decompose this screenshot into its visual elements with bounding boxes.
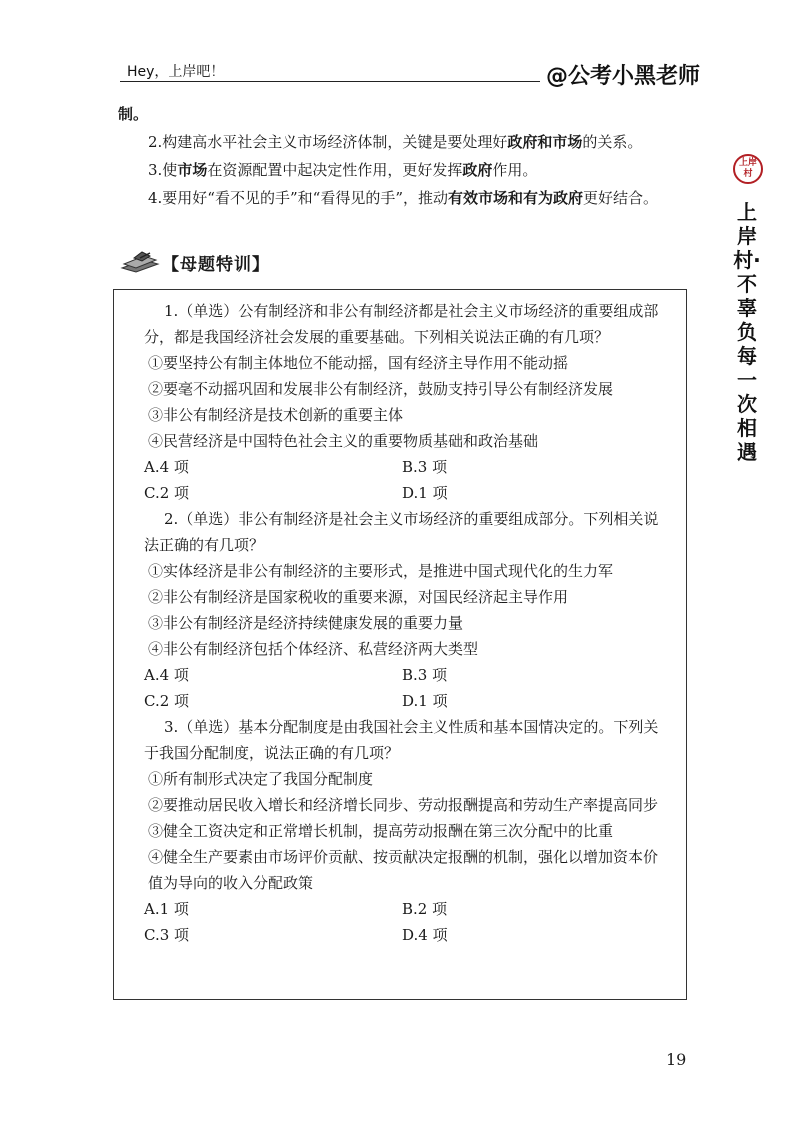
question-2	[144, 506, 668, 714]
statement: ③非公有制经济是技术创新的重要主体	[148, 406, 404, 424]
intro-point-3: 3.使市场在资源配置中起决定性作用，更好发挥政府作用。	[148, 161, 538, 179]
option-d: D.1 项	[402, 692, 448, 710]
option-d: D.4 项	[402, 926, 448, 944]
option-c: C.3 项	[144, 926, 190, 944]
option-c: C.2 项	[144, 692, 190, 710]
question-1	[144, 298, 668, 506]
header-rule	[120, 81, 540, 82]
statement: ①要坚持公有制主体地位不能动摇，国有经济主导作用不能动摇	[148, 354, 569, 372]
statement: ①所有制形式决定了我国分配制度	[148, 770, 374, 788]
statement: ④民营经济是中国特色社会主义的重要物质基础和政治基础	[148, 432, 539, 450]
statement: ②要推动居民收入增长和经济增长同步、劳动报酬提高和劳动生产率提高同步	[148, 796, 659, 814]
question-stem: 3.（单选）基本分配制度是由我国社会主义性质和基本国情决定的。下列关于我国分配制度，说法正确的有几项？	[144, 718, 659, 762]
option-b: B.2 项	[402, 900, 448, 918]
option-d: D.1 项	[402, 484, 448, 502]
options-row	[144, 896, 668, 922]
header-author: @公考小黑老师	[546, 64, 701, 89]
statement: ②非公有制经济是国家税收的重要来源，对国民经济起主导作用	[148, 588, 569, 606]
intro-point-2: 2.构建高水平社会主义市场经济体制，关键是要处理好政府和市场的关系。	[148, 133, 643, 151]
intro-line-1: 制。	[118, 105, 149, 123]
side-slogan: 上岸村·不辜负每一次相遇	[733, 200, 761, 464]
options-row	[144, 480, 668, 506]
section-title: 【母题特训】	[162, 254, 270, 275]
option-b: B.3 项	[402, 458, 448, 476]
side-seal: 上岸村	[733, 154, 763, 184]
options-row	[144, 662, 668, 688]
statement: ③健全工资决定和正常增长机制，提高劳动报酬在第三次分配中的比重	[148, 822, 614, 840]
option-c: C.2 项	[144, 484, 190, 502]
statement: ④非公有制经济包括个体经济、私营经济两大类型	[148, 640, 479, 658]
options-row	[144, 688, 668, 714]
question-stem: 2.（单选）非公有制经济是社会主义市场经济的重要组成部分。下列相关说法正确的有几项？	[144, 510, 659, 554]
option-b: B.3 项	[402, 666, 448, 684]
statement: ①实体经济是非公有制经济的主要形式，是推进中国式现代化的生力军	[148, 562, 614, 580]
intro-text	[118, 100, 690, 212]
options-row	[144, 922, 668, 948]
option-a: A.4 项	[144, 458, 189, 476]
question-stem: 1.（单选）公有制经济和非公有制经济都是社会主义市场经济的重要组成部分，都是我国经济社会发展的重要基础。下列相关说法正确的有几项？	[144, 302, 659, 346]
statement: ③非公有制经济是经济持续健康发展的重要力量	[148, 614, 464, 632]
section-heading	[120, 250, 270, 274]
option-a: A.1 项	[144, 900, 189, 918]
option-a: A.4 项	[144, 666, 189, 684]
books-icon	[120, 250, 160, 274]
header-tagline: Hey，上岸吧！	[127, 64, 225, 80]
statement: ④健全生产要素由市场评价贡献、按贡献决定报酬的机制，强化以增加资本价值为导向的收入分配政策	[148, 848, 659, 892]
options-row	[144, 454, 668, 480]
intro-point-4: 4.要用好“看不见的手”和“看得见的手”，推动有效市场和有为政府更好结合。	[148, 189, 659, 207]
statement: ②要毫不动摇巩固和发展非公有制经济，鼓励支持引导公有制经济发展	[148, 380, 614, 398]
question-3	[144, 714, 668, 948]
page-number: 19	[666, 1050, 687, 1069]
question-box	[113, 289, 687, 1000]
